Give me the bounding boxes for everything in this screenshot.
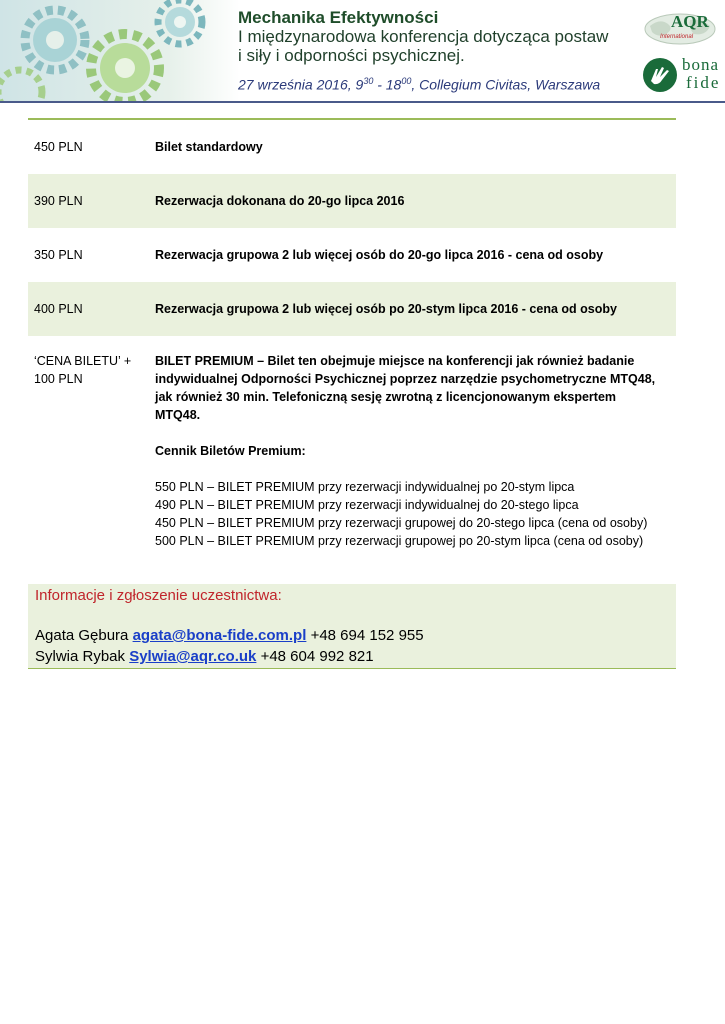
contact-line <box>35 627 424 644</box>
premium-price <box>34 352 131 388</box>
conference-subtitle-line2: i siły i odporności psychicznej. <box>238 46 465 65</box>
contact-phone: +48 694 152 955 <box>310 627 424 644</box>
contact-email-link[interactable]: Sylwia@aqr.co.uk <box>129 648 257 665</box>
conference-date: 27 września 2016, $9^{30} - 18^{00}$, Collegium Civitas, Warszawa <box>238 76 601 93</box>
gears-illustration <box>0 0 240 103</box>
aqr-logo-subtext: International <box>660 34 694 40</box>
table-row <box>28 120 676 174</box>
ticket-description: Rezerwacja dokonana do 20-go lipca 2016 <box>155 194 405 208</box>
bona-fide-logo-text-bottom: fide <box>686 73 721 92</box>
ticket-price: 350 PLN <box>34 248 83 262</box>
premium-price-list-item: 550 PLN – BILET PREMIUM przy rezerwacji indywidualnej po 20-stym lipca <box>155 480 575 494</box>
premium-desc-line: jak również 30 min. Telefoniczną sesję zwrotną z licencjonowanym ekspertem <box>155 390 617 404</box>
aqr-logo-text: AQR <box>671 12 709 31</box>
conference-subtitle-line1: I międzynarodowa konferencja dotycząca postaw <box>238 27 609 46</box>
table-row <box>28 282 676 336</box>
page-header <box>0 0 725 103</box>
bona-fide-hand-icon <box>642 57 678 93</box>
ticket-price: 450 PLN <box>34 140 83 154</box>
ticket-price: 390 PLN <box>34 194 83 208</box>
contact-name: Agata Gębura <box>35 627 129 644</box>
bona-fide-logo-text-top: bona <box>682 55 720 74</box>
ticket-description: Bilet standardowy <box>155 140 263 154</box>
contact-line <box>35 648 374 665</box>
premium-price-line2: 100 PLN <box>34 372 83 386</box>
premium-desc-line: MTQ48. <box>155 408 201 422</box>
premium-price-line1: ‘CENA BILETU’ + <box>34 354 132 368</box>
premium-price-list-item: 500 PLN – BILET PREMIUM przy rezerwacji grupowej po 20-stym lipca (cena od osoby) <box>155 534 644 548</box>
table-row <box>28 228 676 282</box>
premium-price-list-item: 450 PLN – BILET PREMIUM przy rezerwacji grupowej do 20-stego lipca (cena od osoby) <box>155 516 648 530</box>
premium-price-list-item: 490 PLN – BILET PREMIUM przy rezerwacji indywidualnej do 20-stego lipca <box>155 498 579 512</box>
table-row <box>28 174 676 228</box>
contact-name: Sylwia Rybak <box>35 648 126 665</box>
premium-row <box>28 336 676 576</box>
premium-desc-line: BILET PREMIUM – Bilet ten obejmuje miejsce na konferencji jak również badanie <box>155 354 635 368</box>
ticket-description: Rezerwacja grupowa 2 lub więcej osób do 20-go lipca 2016 - cena od osoby <box>155 248 604 262</box>
ticket-price-table <box>28 118 676 576</box>
conference-title: Mechanika Efektywności <box>238 8 439 27</box>
premium-desc-line: indywidualnej Odporności Psychicznej poprzez narzędzie psychometryczne MTQ48, <box>155 372 656 386</box>
premium-description <box>155 352 673 550</box>
header-divider <box>0 101 725 103</box>
contact-info-box <box>28 584 676 669</box>
contact-email-link[interactable]: agata@bona-fide.com.pl <box>132 627 307 644</box>
contact-info-title: Informacje i zgłoszenie uczestnictwa: <box>35 587 282 604</box>
premium-price-list-title: Cennik Biletów Premium: <box>155 444 306 458</box>
ticket-price: 400 PLN <box>34 302 83 316</box>
contact-phone: +48 604 992 821 <box>260 648 374 665</box>
ticket-description: Rezerwacja grupowa 2 lub więcej osób po 20-stym lipca 2016 - cena od osoby <box>155 302 617 316</box>
